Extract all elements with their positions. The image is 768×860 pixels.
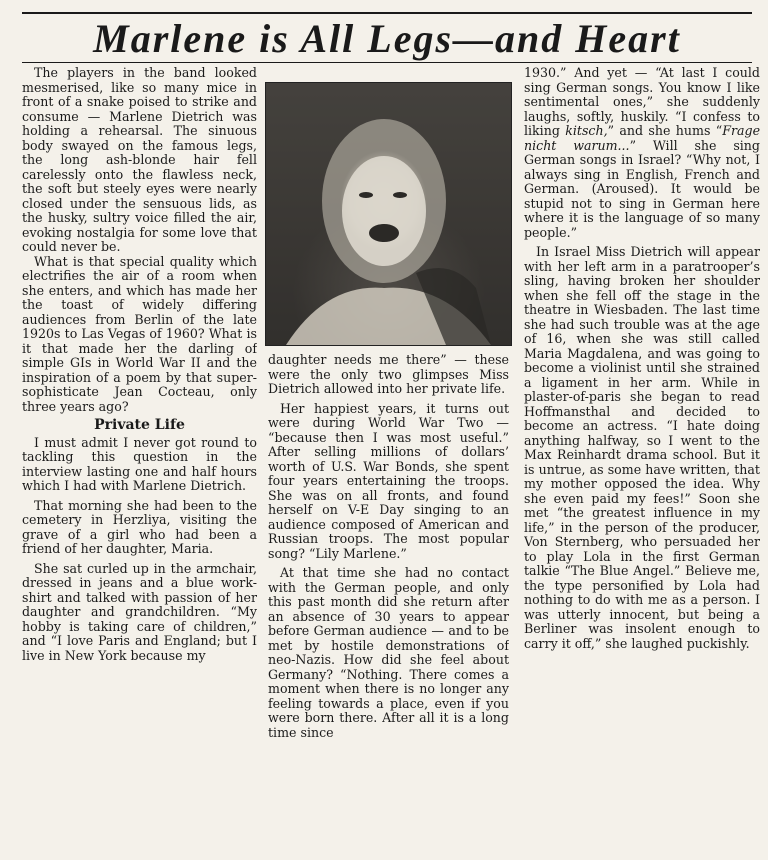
article-column-2 <box>268 353 509 860</box>
paragraph: In Israel Miss Dietrich will appear with her left arm in a paratrooper’s sling, having broken her shoulder when she fell off the stage in the theatre in Wiesbaden. The last time she had such trouble was at the age of 16, when she was still called Maria Magdalena, and was going to become a violinist until she strained a ligament in her arm. While in plaster-of-paris she began to read Hoffmansthal and decided to become an actress. “I hate doing anything halfway, so I went to the Max Reinhardt drama school. But it is untrue, as some have written, that my mother opposed the idea. Why she even paid my fees!” Soon she met “the greatest influence in my life,” in the person of the producer, Von Sternberg, who persuaded her to play Lola in the first German talkie “The Blue Angel.” Believe me, the type personified by Lola had nothing to do with me as a person. I was utterly innocent, but being a Berliner was insolent enough to carry it off,” she laughed puckishly. <box>524 244 760 651</box>
article-column-1 <box>22 66 257 860</box>
paragraph: At that time she had no contact with the German people, and only this past month did she return after an absence of 30 years to appear before German audience — and to be met by hostile demonstrations of neo-Nazis. How did she feel about Germany? “Nothing. There comes a moment when there is no longer any feeling towards a place, even if you were born there. After all it is a long time since <box>268 565 509 740</box>
photo-image <box>266 83 511 345</box>
subheading: Private Life <box>94 417 185 433</box>
headline: Marlene is All Legs—and Heart <box>22 12 752 63</box>
article-column-3 <box>524 66 760 860</box>
paragraph: daughter needs me there” — these were the only two glimpses Miss Dietrich allowed into her private life. <box>268 353 509 396</box>
marlene-photo <box>265 82 512 346</box>
paragraph: That morning she had been to the cemetery in Herzliya, visiting the grave of a girl who had been a friend of her daughter, Maria. <box>22 497 257 556</box>
paragraph: 1930.” And yet — “At last I could sing German songs. You know I like sentimental ones,” she suddenly laughs, softly, huskily. “I confess to liking kitsch,” and she hums “Frage nicht warum...” Will she sing German songs in Israel? “Why not, I always sing in English, French and German. (Aroused). It would be stupid not to sing in German here where it is the language of so many people.” <box>524 66 760 240</box>
paragraph: I must admit I never got round to tackling this question in the interview lasting one and half hours which I had with Marlene Dietrich. <box>22 434 257 493</box>
paragraph: She sat curled up in the armchair, dressed in jeans and a blue work-shirt and talked with passion of her daughter and grandchildren. “My hobby is taking care of children,” and “I love Paris and England; but I live in New York because my <box>22 560 257 663</box>
paragraph: Her happiest years, it turns out were during World War Two — “because then I was most useful.” After selling millions of dollars’ worth of U.S. War Bonds, she spent four years entertaining the troops. She was on all fronts, and found herself on V-E Day singing to an audience composed of American and Russian troops. The most popular song? “Lily Marlene.” <box>268 400 509 561</box>
paragraph: The players in the band looked mesmerised, like so many mice in front of a snake poised to strike and consume — Marlene Dietrich was holding a rehearsal. The sinuous body swayed on the famous legs, the long ash-blonde hair fell carelessly onto the flawless neck, the soft but steely eyes were nearly closed under the sensuous lids, as the husky, sultry voice filled the air, evoking nostalgia for some love that could never be. <box>22 66 257 254</box>
paragraph: What is that special quality which electrifies the air of a room when she enters, and which has made her the toast of widely differing audiences from Berlin of the late 1920s to Las Vegas of 1960? What is it that made her the darling of simple GIs in World War II and the inspiration of a poem by that super-sophisticate Jean Cocteau, only three years ago? <box>22 253 257 414</box>
